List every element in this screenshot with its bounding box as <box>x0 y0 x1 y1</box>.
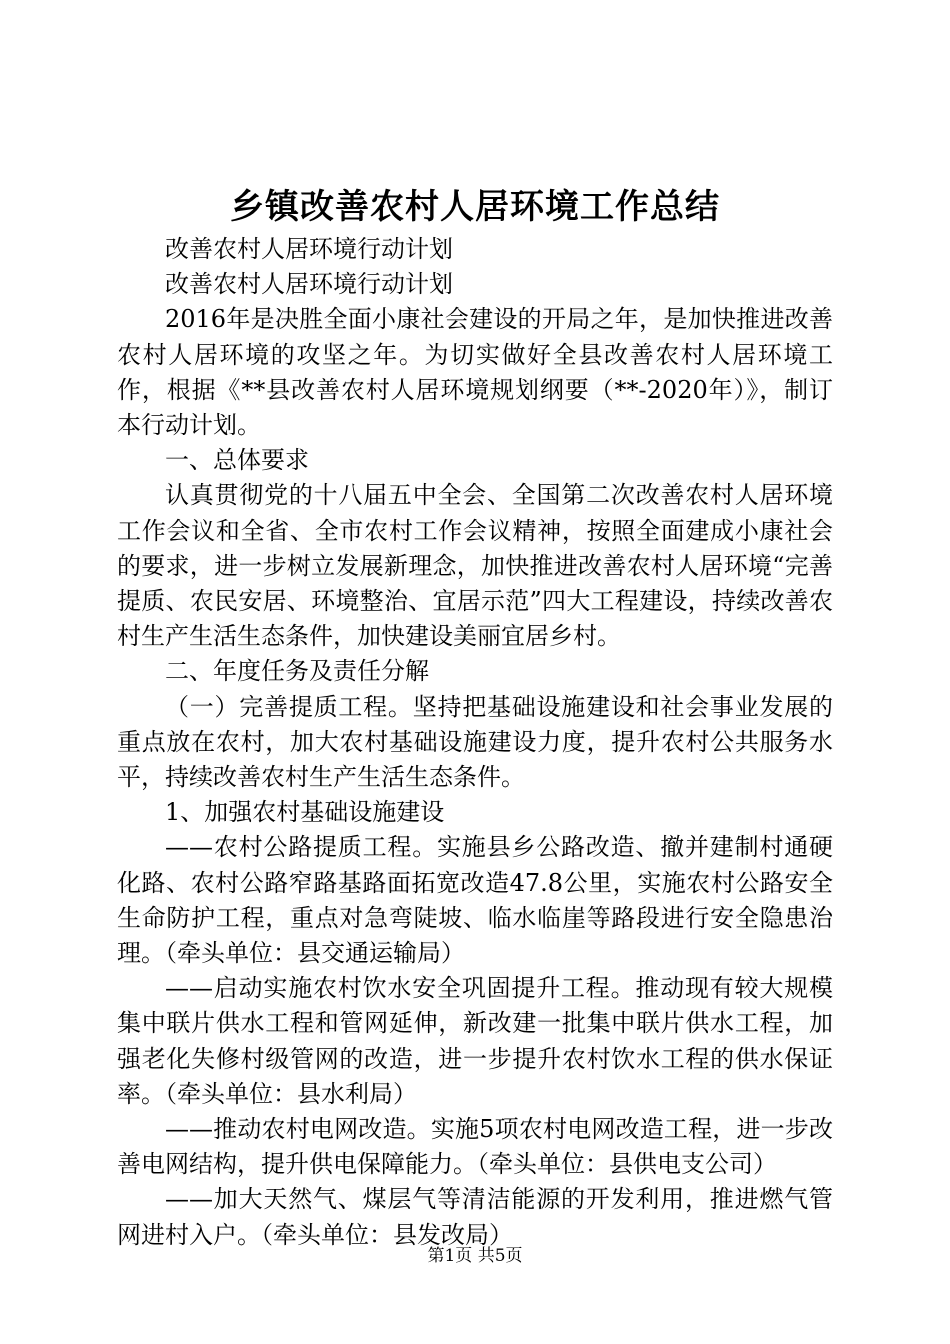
document-body <box>117 232 833 1253</box>
paragraph: ——农村公路提质工程。实施县乡公路改造、撤并建制村通硬化路、农村公路窄路基路面拓宽改造47.8公里，实施农村公路安全生命防护工程，重点对急弯陡坡、临水临崖等路段进行安全隐患治理。（牵头单位：县交通运输局） <box>117 833 833 968</box>
sub-heading: 1、加强农村基础设施建设 <box>165 798 445 827</box>
paragraph: ——加大天然气、煤层气等清洁能源的开发利用，推进燃气管网进村入户。（牵头单位：县发改局） <box>117 1185 833 1249</box>
document-title: 乡镇改善农村人居环境工作总结 <box>230 187 720 227</box>
page-number-footer: 第1页 共5页 <box>427 1246 523 1266</box>
section-heading: 二、年度任务及责任分解 <box>165 657 429 686</box>
paragraph: 改善农村人居环境行动计划 <box>165 235 453 263</box>
paragraph: 2016年是决胜全面小康社会建设的开局之年，是加快推进改善农村人居环境的攻坚之年。为切实做好全县改善农村人居环境工作，根据《**县改善农村人居环境规划纲要（**-2020年）》，制订本行动计划。 <box>117 305 833 440</box>
paragraph: 认真贯彻党的十八届五中全会、全国第二次改善农村人居环境工作会议和全省、全市农村工作会议精神，按照全面建成小康社会的要求，进一步树立发展新理念，加快推进改善农村人居环境“完善提质、农民安居、环境整治、宜居示范”四大工程建设，持续改善农村生产生活生态条件，加快建设美丽宜居乡村。 <box>117 481 833 651</box>
paragraph: （一）完善提质工程。坚持把基础设施建设和社会事业发展的重点放在农村，加大农村基础设施建设力度，提升农村公共服务水平，持续改善农村生产生活生态条件。 <box>117 692 833 792</box>
paragraph: 改善农村人居环境行动计划 <box>165 270 453 299</box>
paragraph: ——启动实施农村饮水安全巩固提升工程。推动现有较大规模集中联片供水工程和管网延伸，新改建一批集中联片供水工程，加强老化失修村级管网的改造，进一步提升农村饮水工程的供水保证率。（牵头单位：县水利局） <box>117 974 833 1108</box>
section-heading: 一、总体要求 <box>165 446 309 475</box>
paragraph: ——推动农村电网改造。实施5项农村电网改造工程，进一步改善电网结构，提升供电保障能力。（牵头单位：县供电支公司） <box>117 1115 833 1179</box>
